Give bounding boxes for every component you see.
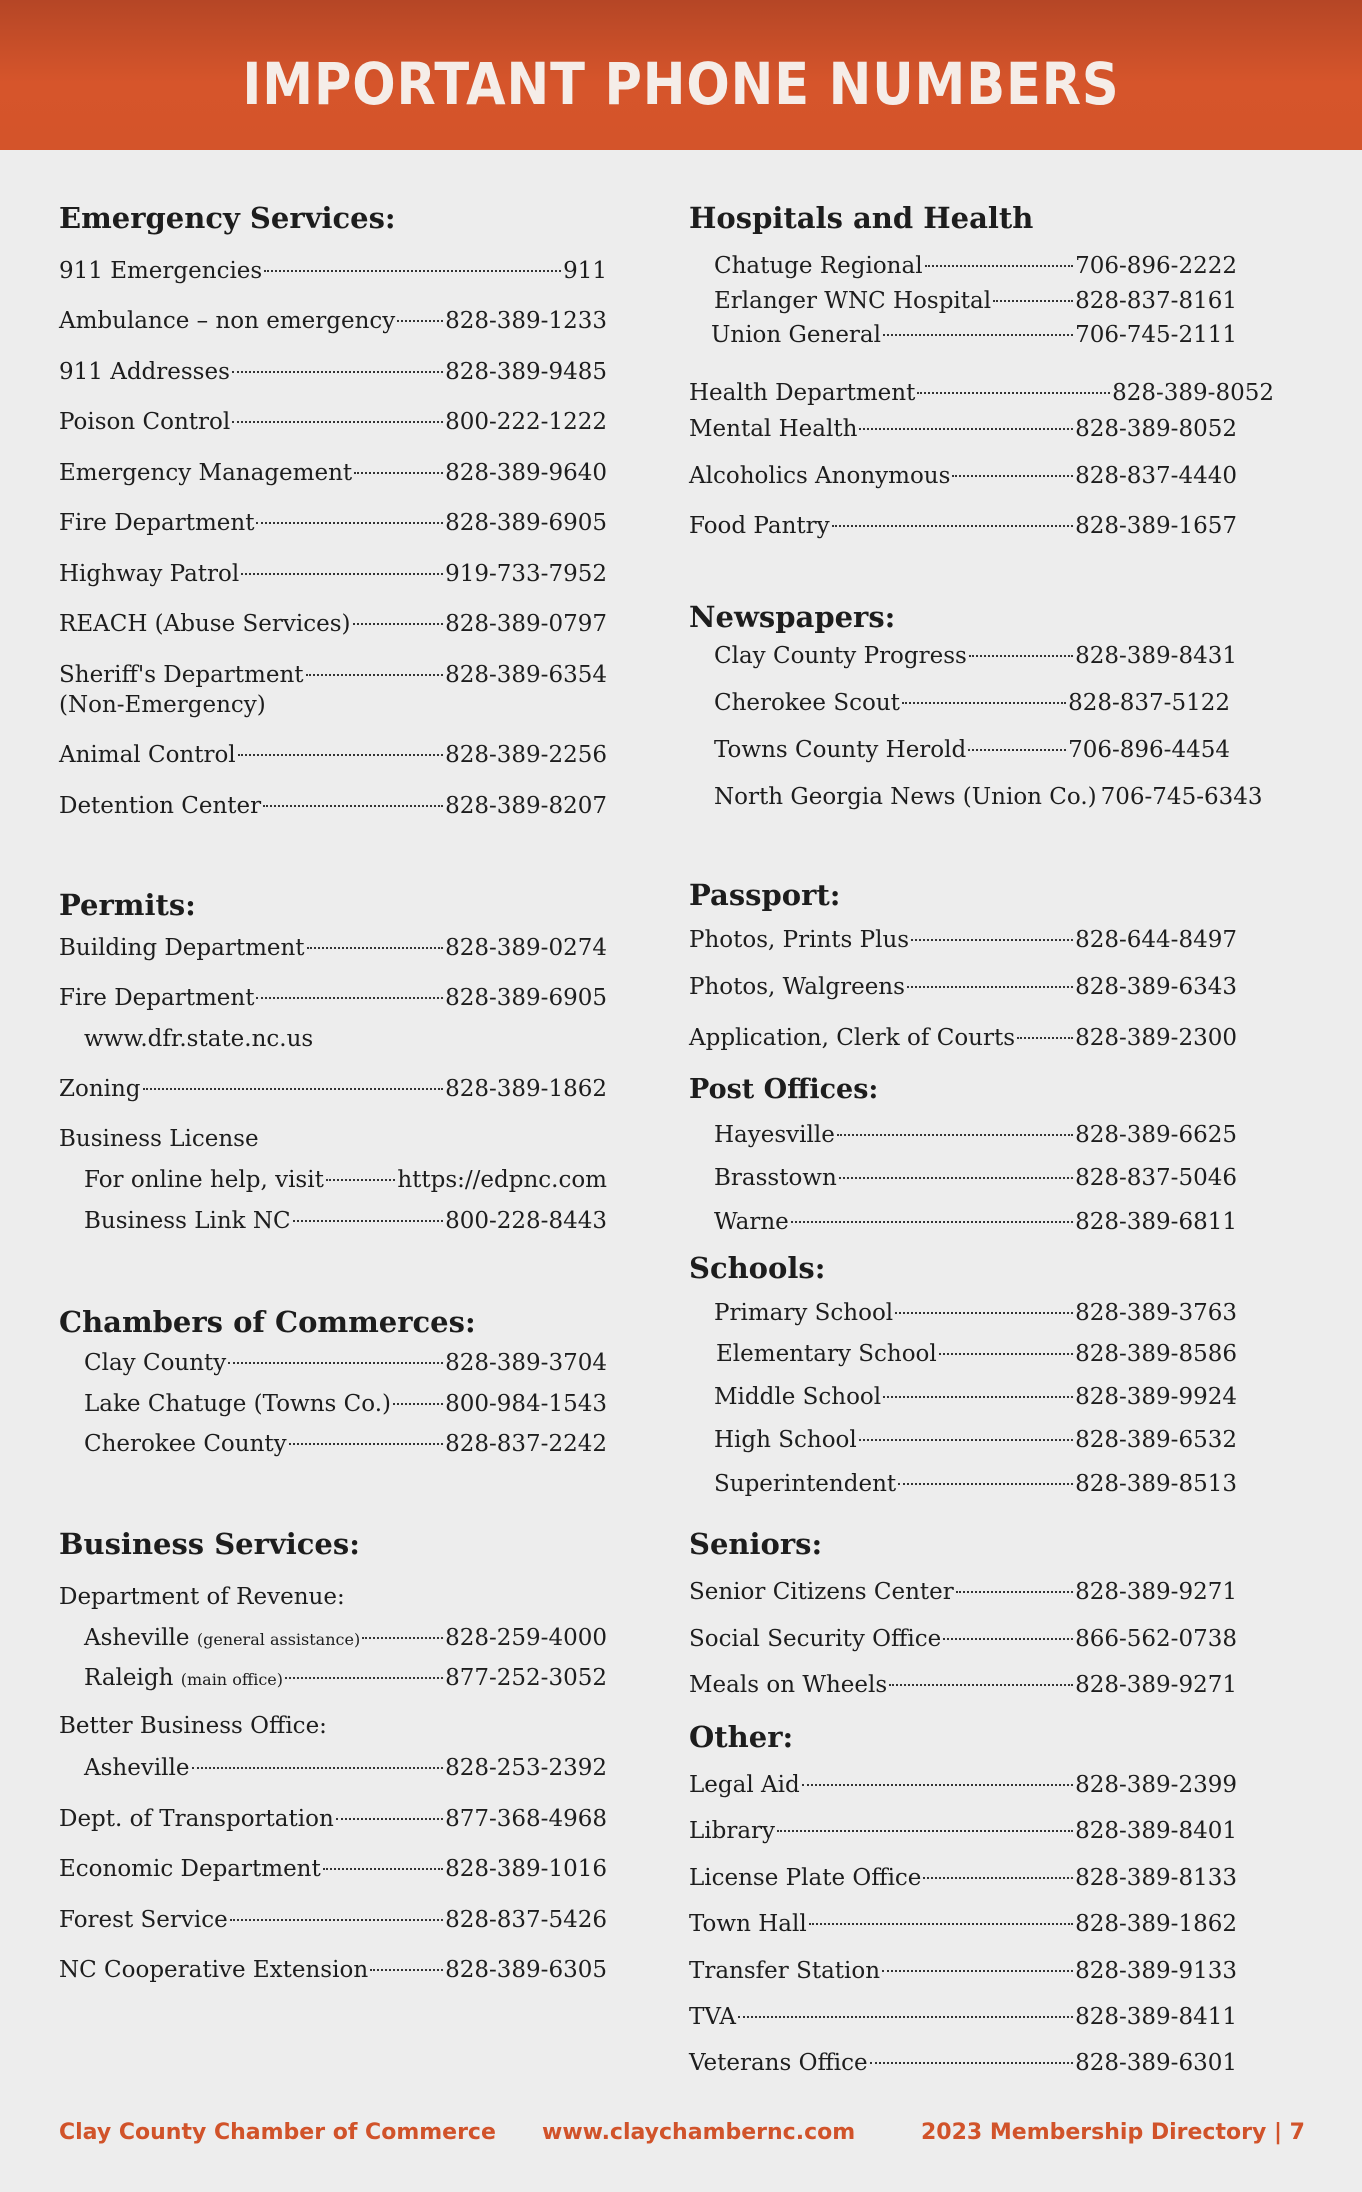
emergency-heading: Emergency Services:: [59, 201, 396, 235]
chamber-row: Cherokee County 828-837-2242: [84, 1431, 607, 1457]
business-link-row: Business Link NC 800-228-8443: [84, 1208, 607, 1234]
emergency-row: Animal Control 828-389-2256: [59, 742, 607, 768]
post-office-row: Brasstown 828-837-5046: [714, 1165, 1237, 1191]
footer-org: Clay County Chamber of Commerce: [59, 2120, 496, 2145]
chamber-row: Clay County 828-389-3704: [84, 1350, 607, 1376]
emergency-row: Detention Center 828-389-8207: [59, 793, 607, 819]
other-row: Veterans Office 828-389-6301: [689, 2050, 1237, 2076]
hospital-row: Erlanger WNC Hospital 828-837-8161: [714, 288, 1237, 314]
hospital-row: Chatuge Regional 706-896-2222: [714, 253, 1237, 279]
other-heading: Other:: [689, 1720, 794, 1754]
newspaper-row: Clay County Progress 828-389-8431: [714, 643, 1237, 669]
chambers-heading: Chambers of Commerces:: [59, 1305, 476, 1339]
school-row: Elementary School 828-389-8586: [716, 1341, 1237, 1367]
newspaper-row: Towns County Herold 706-896-4454: [714, 737, 1230, 763]
post-office-row: Hayesville 828-389-6625: [714, 1122, 1237, 1148]
footer-url[interactable]: www.claychambernc.com: [542, 2120, 856, 2145]
newspaper-row: North Georgia News (Union Co.) 706-745-6343: [714, 784, 1263, 810]
seniors-heading: Seniors:: [689, 1527, 823, 1561]
health-row: Health Department 828-389-8052: [689, 380, 1274, 406]
emergency-row: 911 Emergencies 911: [59, 258, 607, 284]
passport-heading: Passport:: [689, 878, 841, 912]
business-row: Dept. of Transportation 877-368-4968: [59, 1806, 607, 1832]
post-offices-heading: Post Offices:: [689, 1074, 879, 1105]
school-row: High School 828-389-6532: [714, 1427, 1237, 1453]
permits-row: Zoning 828-389-1862: [59, 1076, 607, 1102]
health-row: Alcoholics Anonymous 828-837-4440: [689, 463, 1237, 489]
emergency-row: Poison Control 800-222-1222: [59, 409, 607, 435]
schools-heading: Schools:: [689, 1251, 826, 1285]
newspapers-heading: Newspapers:: [689, 600, 896, 634]
chamber-row: Lake Chatuge (Towns Co.) 800-984-1543: [84, 1391, 607, 1417]
hospitals-heading: Hospitals and Health: [689, 201, 1034, 235]
emergency-row: Emergency Management 828-389-9640: [59, 460, 607, 486]
health-row: Mental Health 828-389-8052: [689, 416, 1237, 442]
title-banner: [0, 0, 1362, 150]
passport-row: Application, Clerk of Courts 828-389-2300: [689, 1025, 1237, 1051]
sheriff-note: (Non-Emergency): [59, 692, 266, 718]
business-license-label: Business License: [59, 1126, 259, 1152]
business-row: Forest Service 828-837-5426: [59, 1907, 607, 1933]
page-title: IMPORTANT PHONE NUMBERS: [242, 50, 1120, 118]
permits-row: Building Department 828-389-0274: [59, 935, 607, 961]
other-row: TVA 828-389-8411: [689, 2004, 1237, 2030]
permits-row: Fire Department 828-389-6905: [59, 985, 607, 1011]
online-help-row: For online help, visit https://edpnc.com: [84, 1167, 607, 1193]
fire-dept-url: www.dfr.state.nc.us: [84, 1026, 314, 1052]
seniors-row: Meals on Wheels 828-389-9271: [689, 1672, 1237, 1698]
seniors-row: Social Security Office 866-562-0738: [689, 1626, 1237, 1652]
emergency-row: REACH (Abuse Services) 828-389-0797: [59, 611, 607, 637]
revenue-row: Asheville (general assistance) 828-259-4000: [84, 1625, 607, 1651]
other-row: Legal Aid 828-389-2399: [689, 1772, 1237, 1798]
footer-directory: 2023 Membership Directory | 7: [921, 2120, 1305, 2145]
seniors-row: Senior Citizens Center 828-389-9271: [689, 1579, 1237, 1605]
emergency-row: Highway Patrol 919-733-7952: [59, 561, 607, 587]
passport-row: Photos, Walgreens 828-389-6343: [689, 974, 1237, 1000]
emergency-row: Sheriff's Department 828-389-6354: [59, 662, 607, 688]
other-row: Transfer Station 828-389-9133: [689, 1958, 1237, 1984]
school-row: Superintendent 828-389-8513: [714, 1471, 1237, 1497]
other-row: License Plate Office 828-389-8133: [689, 1865, 1237, 1891]
business-row: NC Cooperative Extension 828-389-6305: [59, 1957, 607, 1983]
bbb-label: Better Business Office:: [59, 1713, 327, 1739]
emergency-row: Ambulance – non emergency 828-389-1233: [59, 308, 607, 334]
health-row: Food Pantry 828-389-1657: [689, 513, 1237, 539]
other-row: Town Hall 828-389-1862: [689, 1911, 1237, 1937]
revenue-label: Department of Revenue:: [59, 1584, 345, 1610]
passport-row: Photos, Prints Plus 828-644-8497: [689, 927, 1237, 953]
business-heading: Business Services:: [59, 1527, 360, 1561]
permits-heading: Permits:: [59, 888, 196, 922]
revenue-row: Raleigh (main office) 877-252-3052: [84, 1665, 607, 1691]
emergency-row: Fire Department 828-389-6905: [59, 510, 607, 536]
school-row: Middle School 828-389-9924: [714, 1384, 1237, 1410]
emergency-row: 911 Addresses 828-389-9485: [59, 359, 607, 385]
post-office-row: Warne 828-389-6811: [714, 1209, 1237, 1235]
other-row: Library 828-389-8401: [689, 1818, 1237, 1844]
bbb-row: Asheville 828-253-2392: [84, 1755, 607, 1781]
school-row: Primary School 828-389-3763: [714, 1300, 1237, 1326]
hospital-row: Union General 706-745-2111: [711, 322, 1237, 348]
business-row: Economic Department 828-389-1016: [59, 1856, 607, 1882]
newspaper-row: Cherokee Scout 828-837-5122: [714, 690, 1230, 716]
